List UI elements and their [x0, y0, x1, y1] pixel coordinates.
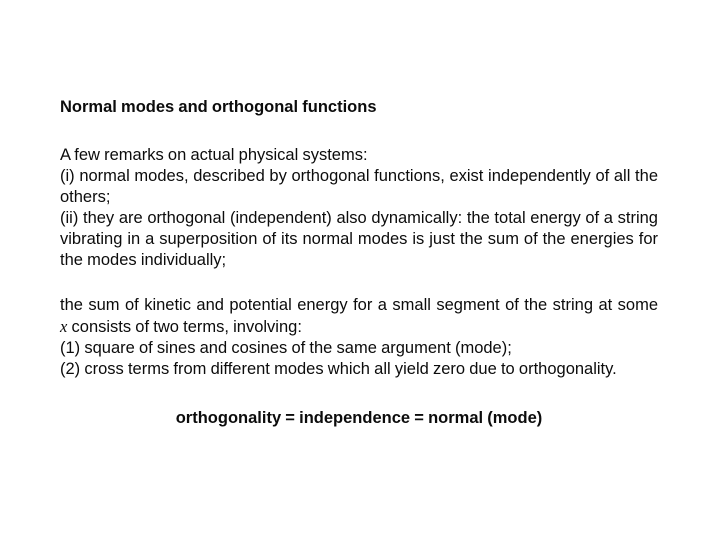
text-segment: others; [60, 188, 111, 206]
slide-title: Normal modes and orthogonal functions [60, 98, 377, 116]
paragraph [60, 295, 658, 380]
math-variable-x: x [60, 317, 68, 336]
text-line [60, 166, 658, 187]
text-segment: (ii) they are orthogonal (independent) also dynamically: the total energy of a string [60, 209, 658, 227]
text-line [60, 250, 658, 271]
text-line [60, 229, 658, 250]
text-segment: (i) normal modes, described by orthogonal functions, exist independently of all the [60, 167, 658, 185]
text-segment: (2) cross terms from different modes which all yield zero due to orthogonality. [60, 360, 617, 378]
text-line [60, 145, 658, 166]
text-segment: consists of two terms, involving: [67, 318, 302, 336]
text-segment: (1) square of sines and cosines of the same argument (mode); [60, 339, 512, 357]
slide-content [60, 97, 658, 429]
text-segment: the modes individually; [60, 251, 227, 269]
text-segment: A few remarks on actual physical systems: [60, 146, 368, 164]
slide-body [60, 145, 658, 380]
text-line [60, 208, 658, 229]
text-line [60, 316, 658, 338]
text-segment: the sum of kinetic and potential energy for a small segment of the string at some [60, 296, 658, 314]
text-line [60, 295, 658, 316]
paragraph [60, 145, 658, 271]
emphasis-line: orthogonality = independence = normal (mode) [175, 409, 543, 427]
text-line [60, 187, 658, 208]
text-line [60, 359, 658, 380]
text-line [60, 338, 658, 359]
text-segment: vibrating in a superposition of its normal modes is just the sum of the energies for [60, 230, 658, 248]
